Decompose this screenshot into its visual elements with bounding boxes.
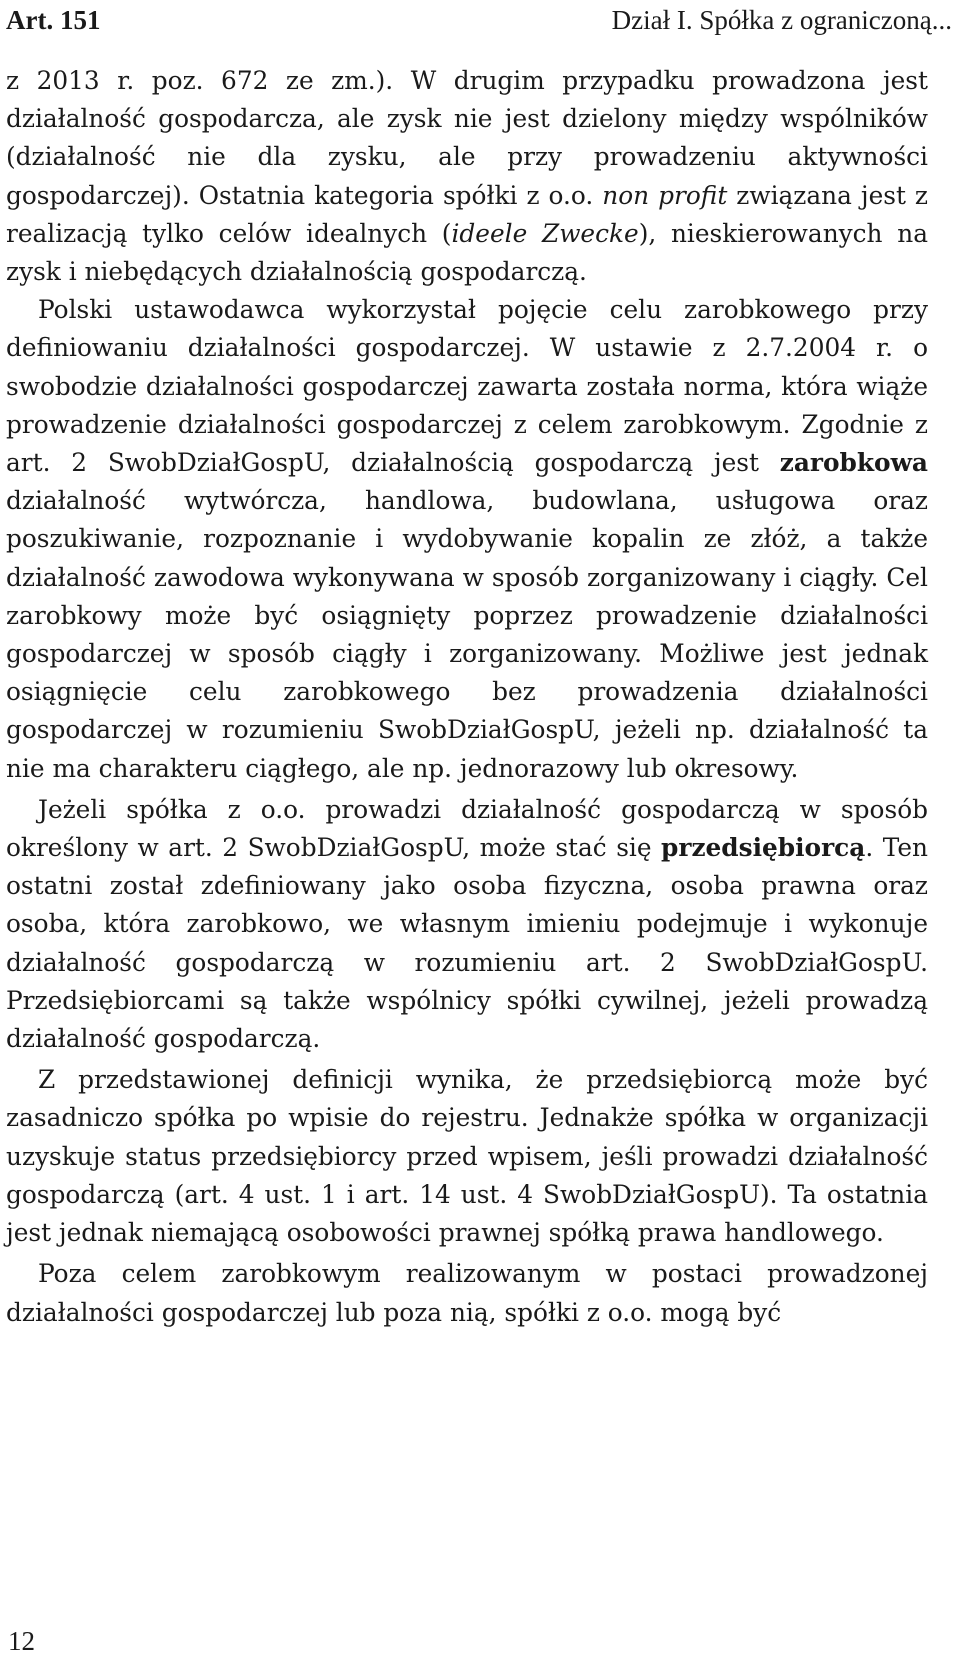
page-number: 12 <box>8 1626 35 1656</box>
page-body <box>6 62 928 1332</box>
text-run: ), nieskierowanych na zysk i niebędących działalnością gospodarczą. <box>6 218 929 287</box>
bold-term-zarobkowa: zarobkowa <box>779 448 928 478</box>
text-run: Jeżeli spółka z o.o. prowadzi działalność gospodarczą w sposób określony w art. 2 SwobDziałGospU, może stać się <box>6 794 928 863</box>
text-run: . Ten ostatni został zdefiniowany jako osoba fizyczna, osoba prawna oraz osoba, która zarobkowo, we własnym imieniu podejmuje i wykonuje działalność gospodarczą w rozumieniu art. 2 SwobDziałGospU. Przedsiębiorcami są także wspólnicy spółki cywilnej, jeżeli prowadzą działalność gospodarczą. <box>6 833 928 1054</box>
text-run: Polski ustawodawca wykorzystał pojęcie celu zarobkowego przy definiowaniu działalności gospodarczej. W ustawie z 2.7.2004 r. o swobodzie działalności gospodarczej zawarta została norma, która wiąże prowadzenie działalności gospodarczej z celem zarobkowym. Zgodnie z art. 2 SwobDziałGospU, działalnością gospodarczą jest <box>6 295 928 478</box>
italic-term-non-profit: non profit <box>602 180 728 210</box>
article-number: Art. 151 <box>6 5 101 35</box>
text-run: związana jest z realizacją tylko celów idealnych ( <box>6 180 928 248</box>
paragraph-3 <box>6 791 928 1058</box>
paragraph-2 <box>6 291 928 788</box>
running-header <box>6 0 952 48</box>
text-run: z 2013 r. poz. 672 ze zm.). W drugim przypadku prowadzona jest działalność gospodarcza, ale zysk nie jest dzielony między wspólników (działalność nie dla zysku, ale przy prowadzeniu aktywności gospodarczej). Ostatnia kategoria spółki z o.o. <box>6 66 928 210</box>
paragraph-1 <box>6 62 928 291</box>
text-run: Poza celem zarobkowym realizowanym w postaci prowadzonej działalności gospodarczej lub poza nią, spółki z o.o. mogą być <box>6 1259 928 1327</box>
section-title: Dział I. Spółka z ograniczoną... <box>611 5 952 35</box>
bold-term-przedsiebiorca: przedsiębiorcą <box>661 833 866 863</box>
paragraph-4 <box>6 1061 928 1252</box>
text-run: Z przedstawionej definicji wynika, że przedsiębiorcą może być zasadniczo spółka po wpisie do rejestru. Jednakże spółka w organizacji uzyskuje status przedsiębiorcy przed wpisem, jeśli prowadzi działalność gospodarczą (art. 4 ust. 1 i art. 14 ust. 4 SwobDziałGospU). Ta ostatnia jest jednak niemającą osobowości prawnej spółką prawa handlowego. <box>6 1065 928 1248</box>
text-run: działalność wytwórcza, handlowa, budowlana, usługowa oraz poszukiwanie, rozpoznanie i wydobywanie kopalin ze złóż, a także działalność zawodowa wykonywana w sposób zorganizowany i ciągły. Cel zarobkowy może być osiągnięty poprzez prowadzenie działalności gospodarczej w sposób ciągły i zorganizowany. Możliwe jest jednak osiągnięcie celu zarobkowego bez prowadzenia działalności gospodarczej w rozumieniu SwobDziałGospU, jeżeli np. działalność ta nie ma charakteru ciągłego, ale np. jednorazowy lub okresowy. <box>6 486 928 783</box>
paragraph-5 <box>6 1255 928 1331</box>
italic-term-ideele-zwecke: ideele Zwecke <box>451 218 639 248</box>
